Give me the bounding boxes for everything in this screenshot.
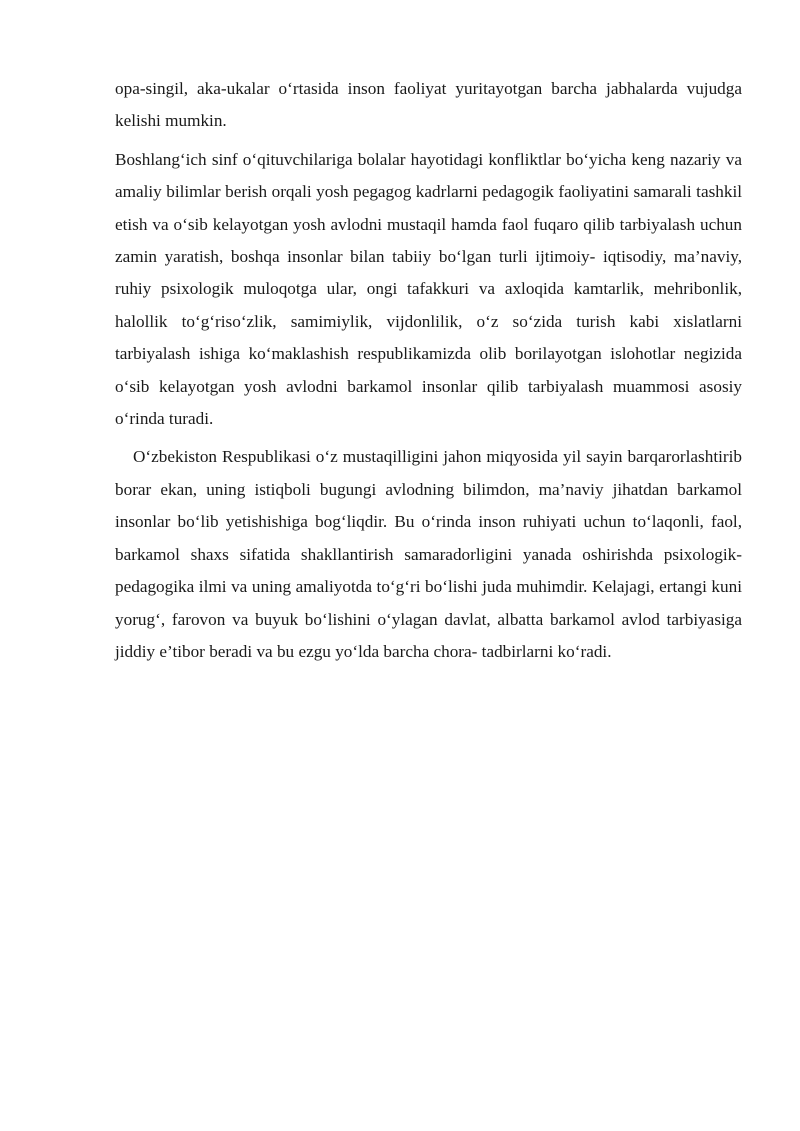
paragraph-continuation: opa-singil, aka-ukalar o‘rtasida inson faoliyat yuritayotgan barcha jabhalarda vujudga kelishi mumkin. [115, 79, 742, 131]
paragraph-teachers: Boshlang‘ich sinf o‘qituvchilariga bolalar hayotidagi konfliktlar bo‘yicha keng nazariy va amaliy bilimlar berish orqali yosh pegagog kadrlarni pedagogik faoliyatini samarali tashkil etish va o‘sib kelayotgan yosh avlodni mustaqil hamda faol fuqaro qilib tarbiyalash uchun zamin yaratish, boshqa insonlar bilan tabiiy bo‘lgan turli ijtimoiy- iqtisodiy, ma’naviy, ruhiy psixologik muloqotga ular, ongi tafakkuri va axloqida kamtarlik, mehribonlik, halollik to‘g‘riso‘zlik, samimiylik, vijdonlilik, o‘z so‘zida turish kabi xislatlarni tarbiyalash ishiga ko‘maklashish respublikamizda olib borilayotgan islohotlar negizida o‘sib kelayotgan yosh avlodni barkamol insonlar qilib tarbiyalash muammosi asosiy o‘rinda turadi. [115, 149, 742, 429]
document-body [115, 73, 742, 674]
paragraph-uzbekistan: O‘zbekiston Respublikasi o‘z mustaqilligini jahon miqyosida yil sayin barqarorlashtirib borar ekan, uning istiqboli bugungi avlodning bilimdon, ma’naviy jihatdan barkamol insonlar bo‘lib yetishishiga bog‘liqdir. Bu o‘rinda inson ruhiyati uchun to‘laqonli, faol, barkamol shaxs sifatida shakllantirish samaradorligini yanada oshirishda psixologik- pedagogika ilmi va uning amaliyotda to‘g‘ri bo‘lishi juda muhimdir. Kelajagi, ertangi kuni yorug‘, farovon va buyuk bo‘lishini o‘ylagan davlat, albatta barkamol avlod tarbiyasiga jiddiy e’tibor beradi va bu ezgu yo‘lda barcha chora- tadbirlarni ko‘radi. [115, 447, 742, 661]
